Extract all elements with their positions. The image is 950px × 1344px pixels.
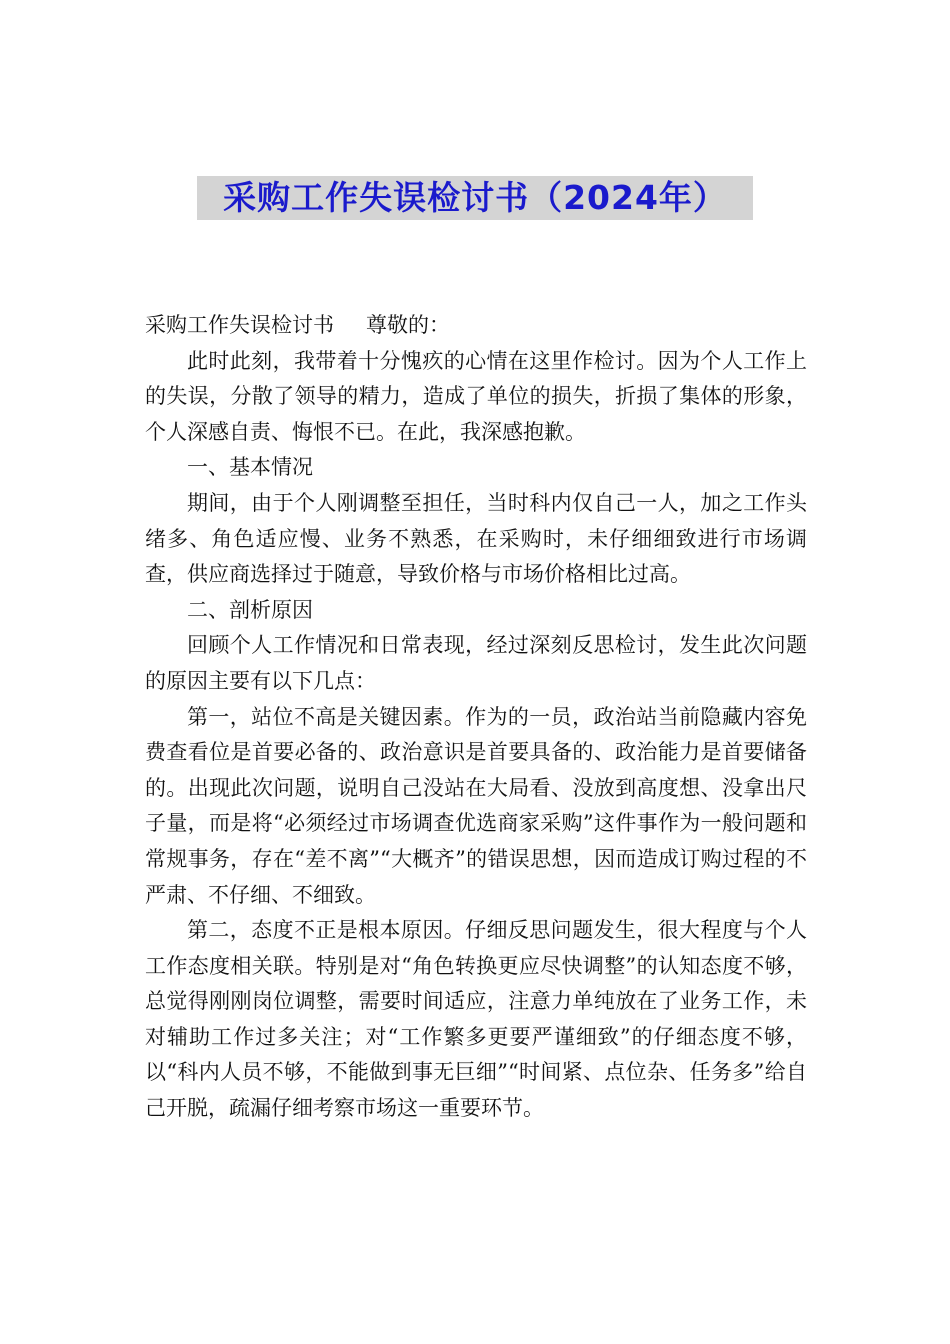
paragraph-second-reason: 第二，态度不正是根本原因。仔细反思问题发生，很大程度与个人工作态度相关联。特别是对“角色转换更应尽快调整”的认知态度不够，总觉得刚刚岗位调整，需要时间适应，注意力单纯放在了业务工作，未对辅助工作过多关注；对“工作繁多更要严谨细致”的仔细态度不够，以“科内人员不够，不能做到事无巨细”“时间紧、点位杂、任务多”给自己开脱，疏漏仔细考察市场这一重要环节。 [145,918,807,1121]
salutation-greeting: 尊敬的： [366,313,450,337]
document-title: 采购工作失误检讨书（2024年） [197,176,753,220]
salutation-line [145,308,807,344]
paragraph-first-reason: 第一，站位不高是关键因素。作为的一员，政治站当前隐藏内容免费查看位是首要必备的、政治意识是首要具备的、政治能力是首要储备的。出现此次问题，说明自己没站在大局看、没放到高度想、没拿出尺子量，而是将“必须经过市场调查优选商家采购”这件事作为一般问题和常规事务，存在“差不离”“大概齐”的错误思想，因而造成订购过程的不严肃、不仔细、不细致。 [145,704,807,907]
paragraph-basic-situation: 期间，由于个人刚调整至担任，当时科内仅自己一人，加之工作头绪多、角色适应慢、业务不熟悉，在采购时，未仔细细致进行市场调查，供应商选择过于随意，导致价格与市场价格相比过高。 [145,490,807,587]
document-body [145,308,807,1127]
title-wrapper [0,176,950,220]
section-heading-analysis: 二、剖析原因 [187,597,313,622]
paragraph-review: 回顾个人工作情况和日常表现，经过深刻反思检讨，发生此次问题的原因主要有以下几点： [145,633,807,693]
paragraph-intro: 此时此刻，我带着十分愧疚的心情在这里作检讨。因为个人工作上的失误，分散了领导的精力，造成了单位的损失，折损了集体的形象，个人深感自责、悔恨不已。在此，我深感抱歉。 [145,348,807,444]
salutation-doc-name: 采购工作失误检讨书 [145,313,334,337]
section-heading-basic: 一、基本情况 [187,455,313,480]
